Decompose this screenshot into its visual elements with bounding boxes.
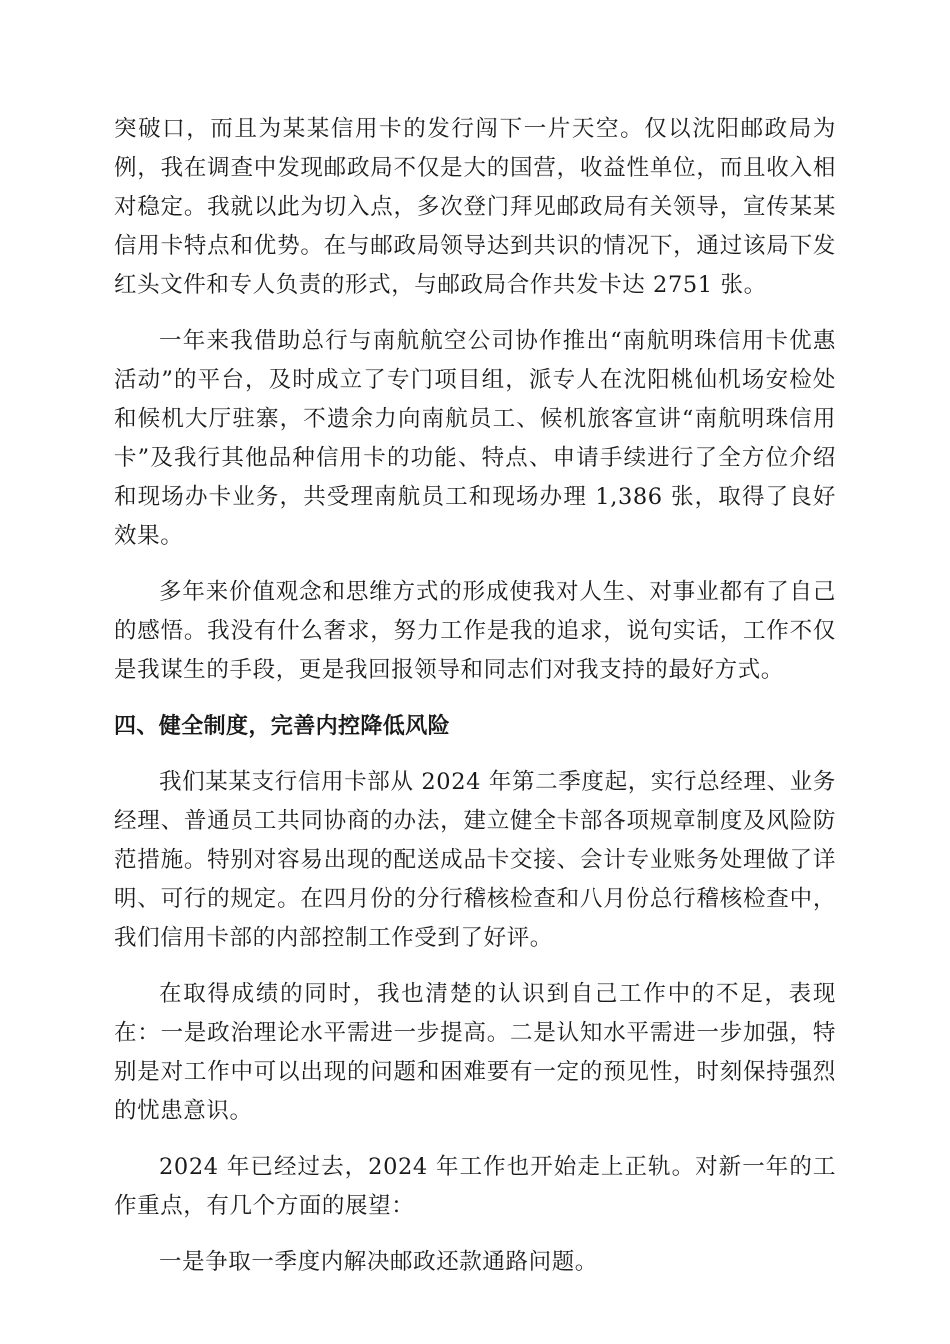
paragraph-regulations: 我们某某支行信用卡部从 2024 年第二季度起，实行总经理、业务经理、普通员工共同协商的办法，建立健全卡部各项规章制度及风险防范措施。特别对容易出现的配送成品卡交接、会计专业账务处理做了详明、可行的规定。在四月份的分行稽核检查和八月份总行稽核检查中，我们信用卡部的内部控制工作受到了好评。: [114, 769, 836, 951]
paragraph-china-southern: 一年来我借助总行与南航航空公司协作推出“南航明珠信用卡优惠活动”的平台，及时成立了专门项目组，派专人在沈阳桃仙机场安检处和候机大厅驻寨，不遗余力向南航员工、候机旅客宣讲“南航明珠信用卡”及我行其他品种信用卡的功能、特点、申请手续进行了全方位介绍和现场办卡业务，共受理南航员工和现场办理 1,386 张，取得了良好效果。: [114, 328, 836, 549]
section-heading-internal-control: 四、健全制度，完善内控降低风险: [114, 714, 451, 739]
paragraph-goal-one: 一是争取一季度内解决邮政还款通路问题。: [159, 1249, 598, 1275]
paragraph-outlook: 2024 年已经过去，2024 年工作也开始走上正轨。对新一年的工作重点，有几个方面的展望：: [114, 1154, 836, 1219]
paragraph-postal-bureau: 突破口，而且为某某信用卡的发行闯下一片天空。仅以沈阳邮政局为例，我在调查中发现邮政局不仅是大的国营，收益性单位，而且收入相对稳定。我就以此为切入点，多次登门拜见邮政局有关领导，宣传某某信用卡特点和优势。在与邮政局领导达到共识的情况下，通过该局下发红头文件和专人负责的形式，与邮政局合作共发卡达 2751 张。: [114, 116, 836, 298]
document-body: [114, 110, 836, 1299]
paragraph-values: 多年来价值观念和思维方式的形成使我对人生、对事业都有了自己的感悟。我没有什么奢求，努力工作是我的追求，说句实话，工作不仅是我谋生的手段，更是我回报领导和同志们对我支持的最好方式。: [114, 579, 836, 683]
paragraph-shortcomings: 在取得成绩的同时，我也清楚的认识到自己工作中的不足，表现在：一是政治理论水平需进一步提高。二是认知水平需进一步加强，特别是对工作中可以出现的问题和困难要有一定的预见性，时刻保持强烈的忧患意识。: [114, 981, 836, 1124]
